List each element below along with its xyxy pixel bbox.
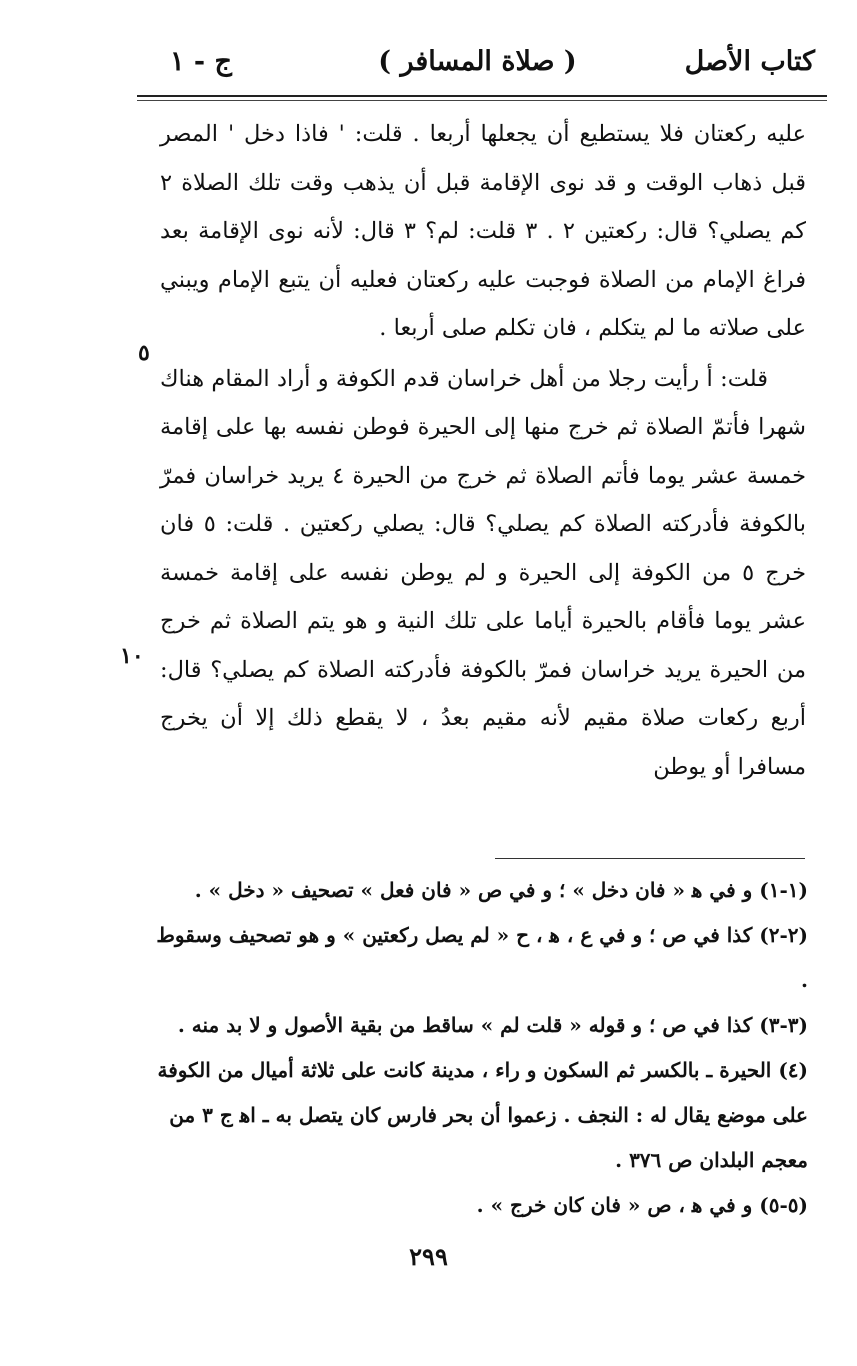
footnotes [148, 868, 808, 1228]
footnote-1: (١-١) و في ﻫ « فان دخل » ؛ و في ص « فان فعل » تصحيف « دخل » . [194, 878, 808, 902]
book-title: كتاب الأصل [684, 46, 815, 77]
footnote-3: (٣-٣) كذا في ص ؛ و قوله « قلت لم » ساقط من بقية الأصول و لا بد منه . [177, 1013, 808, 1037]
header-rule-thin [137, 100, 827, 101]
paragraph-1: عليه ركعتان فلا يستطيع أن يجعلها أربعا . قلت: ' فاذا دخل ' المصر قبل ذهاب الوقت و قد نوى الإقامة قبل أن يذهب وقت تلك الصلاة ٢ كم يصلي؟ قال: ركعتين ٢ . ٣ قلت: لم؟ ٣ قال: لأنه نوى الإقامة بعد فراغ الإمام من الصلاة فوجبت عليه ركعتان فعليه أن يتبع الإمام ويبني على صلاته ما لم يتكلم ، فان تكلم صلى أربعا . [160, 121, 806, 341]
footnote-5: (٥-٥) و في ﻫ ، ص « فان كان خرج » . [476, 1193, 808, 1217]
page-number: ٢٩٩ [409, 1242, 448, 1271]
chapter-title: ( صلاة المسافر ) [378, 46, 577, 77]
header-rule [137, 95, 827, 97]
footnote-4: (٤) الحيرة ـ بالكسر ثم السكون و راء ، مدينة كانت على ثلاثة أميال من الكوفة على موضع يقال له : النجف . زعموا أن بحر فارس كان يتصل به ـ اﻫ ج ٣ من معجم البلدان ص ٣٧٦ . [157, 1058, 808, 1172]
paragraph-2: قلت: أ رأيت رجلا من أهل خراسان قدم الكوفة و أراد المقام هناك شهرا فأتمّ الصلاة ثم خرج منها إلى الحيرة فوطن نفسه بها على إقامة خمسة عشر يوما فأتم الصلاة ثم خرج من الحيرة ٤ يريد خراسان فمرّ بالكوفة فأدركته الصلاة كم يصلي؟ قال: يصلي ركعتين . قلت: ٥ فان خرج ٥ من الكوفة إلى الحيرة و لم يوطن نفسه على إقامة خمسة عشر يوما فأقام بالحيرة أياما على تلك النية و هو يتم الصلاة ثم خرج من الحيرة يريد خراسان فمرّ بالكوفة فأدركته الصلاة كم يصلي؟ قال: أربع ركعات صلاة مقيم لأنه مقيم بعدُ ، لا يقطع ذلك إلا أن يخرج مسافرا أو يوطن [160, 365, 806, 780]
line-number-10: ١٠ [120, 643, 144, 669]
main-text [160, 110, 806, 791]
line-number-5: ٥ [138, 340, 150, 366]
footnote-separator [495, 858, 805, 859]
running-header [140, 40, 815, 88]
volume-label: ج - ١ [170, 46, 232, 77]
footnote-2: (٢-٢) كذا في ص ؛ و في ع ، ﻫ ، ح « لم يصل ركعتين » و هو تصحيف وسقوط . [156, 923, 808, 992]
